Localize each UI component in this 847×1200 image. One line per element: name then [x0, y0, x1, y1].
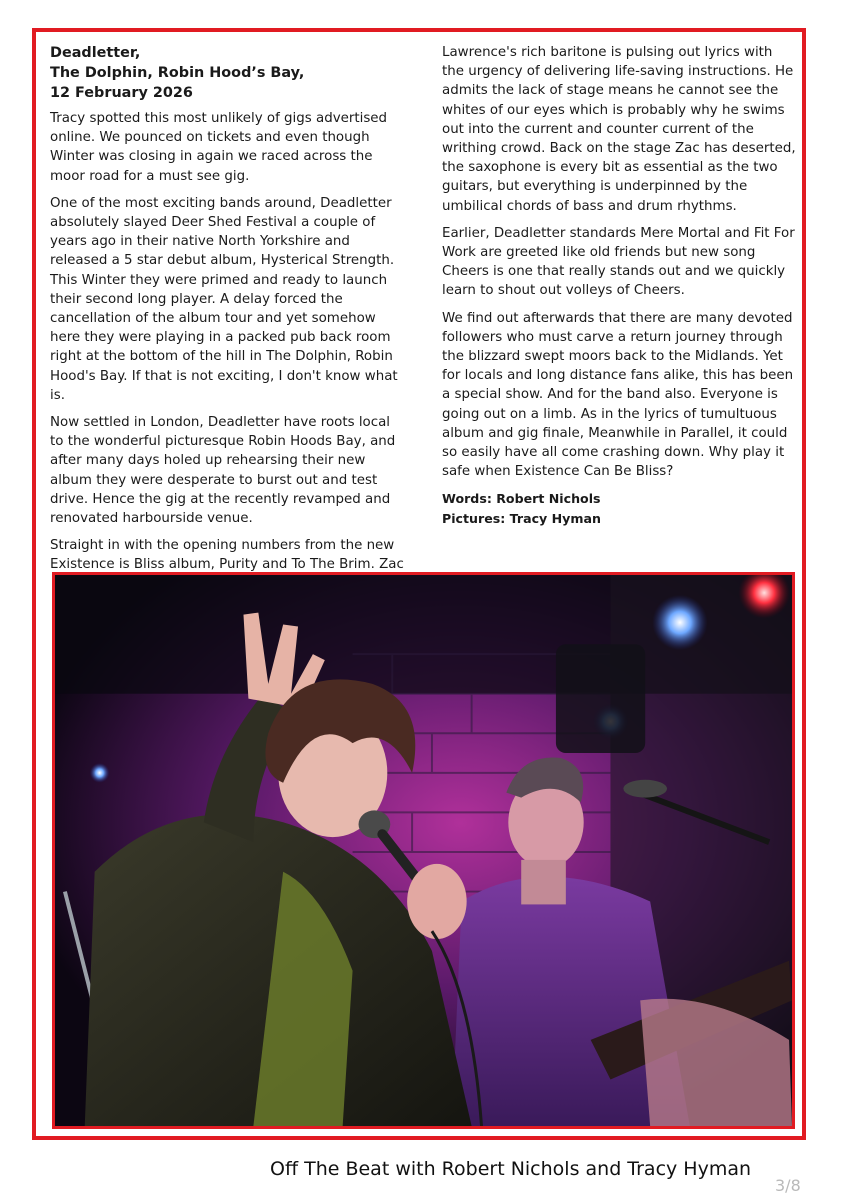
footer-title: Off The Beat with Robert Nichols and Tracy Hyman	[270, 1158, 752, 1180]
paragraph: Earlier, Deadletter standards Mere Mortal and Fit For Work are greeted like old friends but new song Cheers is one that really stands out and we quickly learn to shout out volleys of Cheers.	[442, 225, 795, 299]
heading-venue: The Dolphin, Robin Hood’s Bay,	[50, 65, 305, 81]
page-number: 3/8	[775, 1176, 801, 1195]
article-heading	[50, 43, 406, 103]
paragraph: Tracy spotted this most unlikely of gigs advertised online. We pounced on tickets and even though Winter was closing in again we raced across the moor road for a must see gig.	[50, 111, 388, 184]
concert-photo-illustration	[55, 575, 792, 1126]
right-column	[442, 43, 798, 529]
heading-date: 12 February 2026	[50, 85, 193, 101]
left-column	[50, 43, 406, 583]
paragraph: Straight in with the opening numbers from the new Existence is Bliss album, Purity and To The Brim. Zac	[50, 538, 404, 573]
paragraph: Lawrence's rich baritone is pulsing out lyrics with the urgency of delivering life-saving instructions. He admits the lack of stage means he cannot see the whites of our eyes which is probably why he swims out into the current and counter current of the writhing crowd. Back on the stage Zac has deserted, the saxophone is every bit as essential as the two guitars, but everything is underpinned by the umbilical chords of bass and drum rhythms.	[442, 45, 796, 214]
paragraph: We find out afterwards that there are many devoted followers who must carve a return journey through the blizzard swept moors back to the Midlands. Yet for locals and long distance fans alike, this has been a special show. And for the band also. Everyone is going out on a limb. As in the lyrics of tumultuous album and gig finale, Meanwhile in Parallel, it could so easily have all come crashing down. Why play it safe when Existence Can Be Bliss?	[442, 310, 794, 480]
credit-words: Words: Robert Nichols	[442, 491, 601, 507]
credit-pictures: Pictures: Tracy Hyman	[442, 511, 601, 527]
paragraph: Now settled in London, Deadletter have roots local to the wonderful picturesque Robin Hoods Bay, and after many days holed up rehearsing their new album they were desperate to burst out and test drive. Hence the gig at the recently revamped and renovated harbourside venue.	[50, 415, 396, 527]
paragraph: One of the most exciting bands around, Deadletter absolutely slayed Deer Shed Festival a couple of years ago in their native North Yorkshire and released a 5 star debut album, Hysterical Strength. This Winter they were primed and ready to launch their second long player. A delay forced the cancellation of the album tour and yet somehow here they were playing in a packed pub back room right at the bottom of the hill in The Dolphin, Robin Hood's Bay. If that is not exciting, I don't know what is.	[50, 195, 398, 403]
concert-photo	[52, 572, 795, 1129]
heading-band: Deadletter,	[50, 45, 141, 61]
